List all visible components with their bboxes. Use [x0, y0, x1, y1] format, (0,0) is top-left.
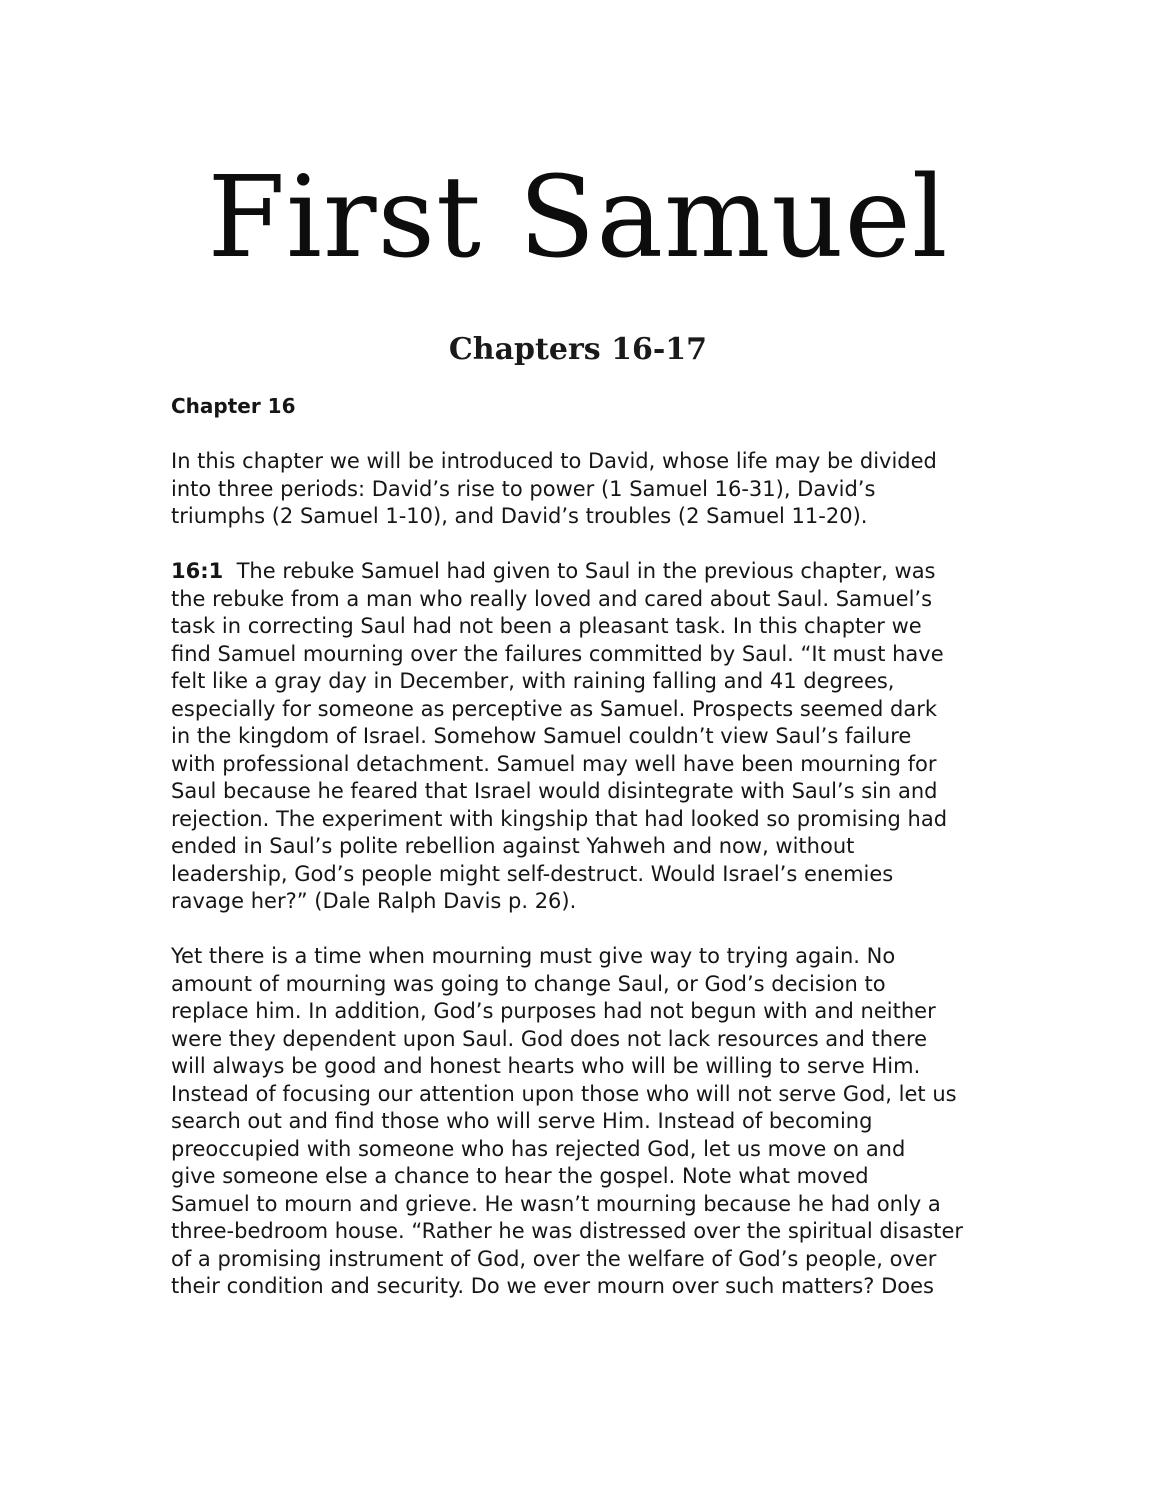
paragraph-line: especially for someone as perceptive as Samuel. Prospects seemed dark — [171, 696, 938, 721]
paragraph-line: search out and find those who will serve Him. Instead of becoming — [171, 1109, 873, 1133]
paragraph-line: the rebuke from a man who really loved and cared about Saul. Samuel’s — [171, 586, 933, 611]
paragraph-line: rejection. The experiment with kingship that had looked so promising had — [171, 806, 948, 831]
paragraph-line: were they dependent upon Saul. God does not lack resources and there — [171, 1026, 928, 1051]
paragraph-line: Instead of focusing our attention upon those who will not serve God, let us — [171, 1081, 957, 1106]
paragraph-line: Samuel to mourn and grieve. He wasn’t mourning because he had only a — [171, 1191, 941, 1216]
paragraph-line: triumphs (2 Samuel 1-10), and David’s troubles (2 Samuel 11-20). — [171, 504, 868, 528]
paragraph-line: give someone else a chance to hear the gospel. Note what moved — [171, 1164, 869, 1188]
chapter-heading: Chapter 16 — [171, 394, 296, 418]
paragraph-line: ravage her?” (Dale Ralph Davis p. 26). — [171, 889, 577, 913]
verse-reference: 16:1 — [171, 559, 224, 583]
intro-paragraph — [171, 448, 1001, 531]
paragraph-line: replace him. In addition, God’s purposes had not begun with and neither — [171, 999, 936, 1023]
paragraph-line: in the kingdom of Israel. Somehow Samuel couldn’t view Saul’s failure — [171, 724, 912, 748]
paragraph-line: will always be good and honest hearts who will be willing to serve Him. — [171, 1054, 921, 1078]
paragraph-line: leadership, God’s people might self-destruct. Would Israel’s enemies — [171, 861, 894, 886]
paragraph-line: Yet there is a time when mourning must give way to trying again. No — [171, 944, 896, 968]
document-body — [171, 393, 1001, 1328]
paragraph-line: find Samuel mourning over the failures committed by Saul. “It must have — [171, 641, 944, 666]
third-paragraph — [171, 943, 1001, 1301]
paragraph-line — [171, 558, 1001, 586]
verse-first-line-text: The rebuke Samuel had given to Saul in the previous chapter, was — [223, 559, 936, 583]
document-title: First Samuel — [207, 153, 949, 283]
paragraph-line: In this chapter we will be introduced to David, whose life may be divided — [171, 449, 937, 473]
paragraph-line: three-bedroom house. “Rather he was distressed over the spiritual disaster — [171, 1219, 964, 1243]
verse-paragraph — [171, 558, 1001, 916]
paragraph-line: their condition and security. Do we ever mourn over such matters? Does — [171, 1274, 934, 1298]
paragraph-line: preoccupied with someone who has rejected God, let us move on and — [171, 1136, 906, 1161]
paragraph-line: Saul because he feared that Israel would disintegrate with Saul’s sin and — [171, 779, 938, 803]
paragraph-line: ended in Saul’s polite rebellion against Yahweh and now, without — [171, 834, 855, 858]
document-subtitle: Chapters 16-17 — [448, 332, 708, 367]
paragraph-line: felt like a gray day in December, with raining falling and 41 degrees, — [171, 669, 895, 693]
paragraph-line: task in correcting Saul had not been a pleasant task. In this chapter we — [171, 614, 922, 638]
paragraph-line: of a promising instrument of God, over the welfare of God’s people, over — [171, 1246, 937, 1271]
paragraph-line: with professional detachment. Samuel may well have been mourning for — [171, 751, 937, 776]
paragraph-line: into three periods: David’s rise to power (1 Samuel 16-31), David’s — [171, 476, 876, 501]
paragraph-line: amount of mourning was going to change Saul, or God’s decision to — [171, 971, 886, 996]
